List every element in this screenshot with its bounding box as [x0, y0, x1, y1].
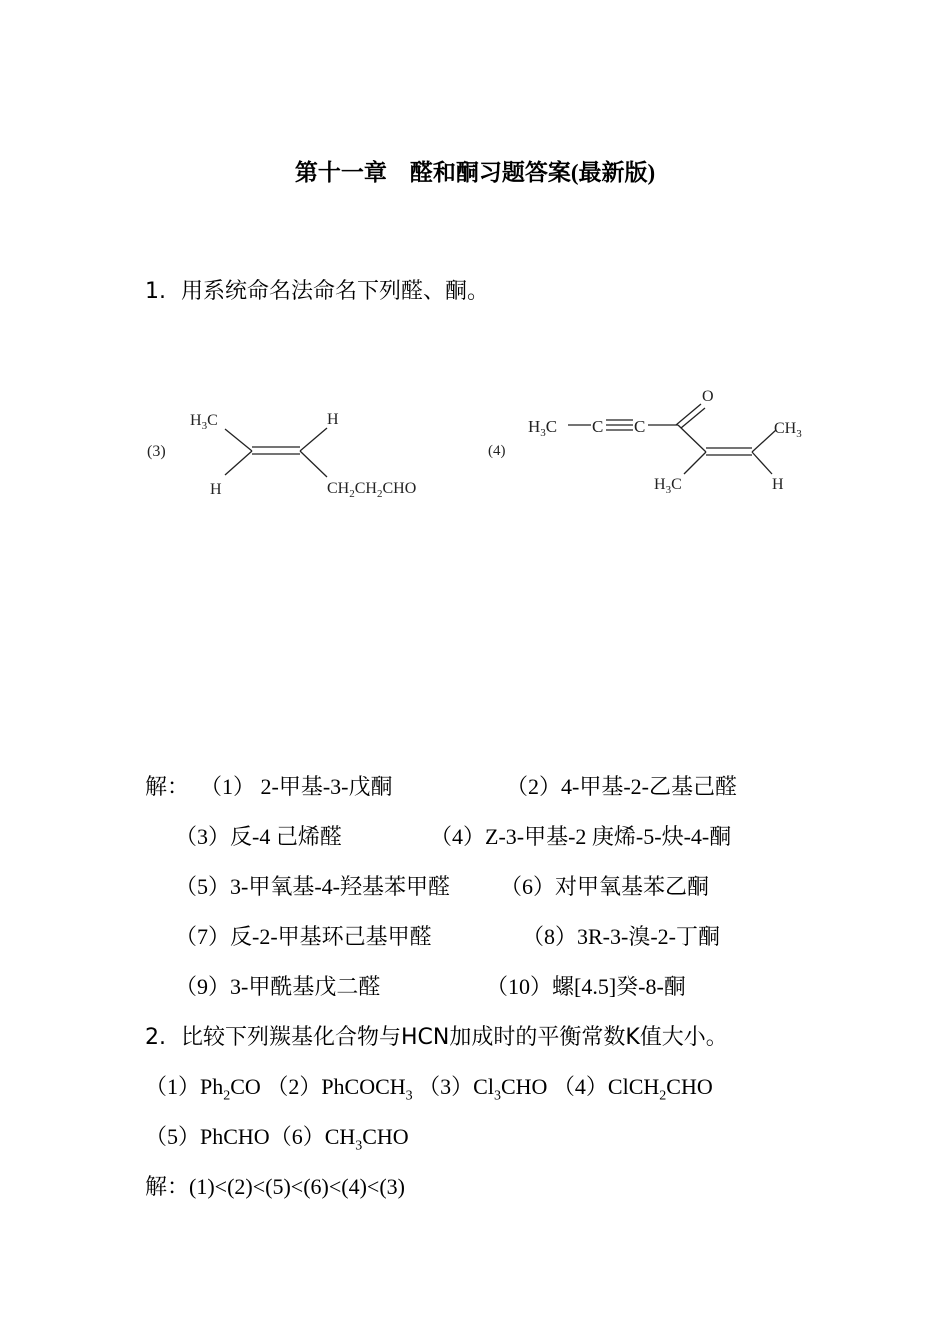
answer-1-item-6: （6）对甲氧基苯乙酮 — [500, 874, 710, 899]
s3-sub-1: 2 — [349, 488, 355, 500]
s4-h3c-sub: 3 — [540, 427, 546, 439]
answer-1-item-10: （10）螺[4.5]癸-8-酮 — [486, 974, 686, 999]
structure-4-label: (4) — [488, 443, 506, 459]
answer-1-item-4: （4）Z-3-甲基-2 庚烯-5-炔-4-酮 — [430, 824, 732, 849]
s3-ch-2: CH — [354, 480, 377, 497]
answer-1-item-5: （5）3-甲氧基-4-羟基苯甲醛 — [175, 874, 450, 899]
compound-3: $(3)Cl_3CHO$ — [418, 1074, 548, 1104]
s4-h3c-c: C — [545, 417, 558, 436]
answer-1-item-9: （9）3-甲酰基戊二醛 — [175, 974, 381, 999]
s3-top-right-h: H — [327, 411, 339, 428]
s3-ch-1: CH — [327, 480, 350, 497]
s3-bond-tr — [300, 428, 327, 451]
answer-1-item-7: （7）反-2-甲基环己基甲醛 — [175, 924, 432, 949]
s4-bond-to-alkene — [678, 425, 706, 452]
structure-3-label: (3) — [147, 443, 166, 460]
s3-bond-br — [300, 451, 327, 477]
s4-h3c-bottom-sub: 3 — [665, 484, 672, 496]
compound-2: （2）PhCOCH$_3$ — [266, 1074, 413, 1104]
s3-bottom-left-h: H — [210, 481, 222, 498]
s4-bond-bl — [684, 452, 706, 474]
answer-2-text: (1)<(2)<(5)<(6)<(4)<(3) — [189, 1174, 405, 1199]
compound-6: $(6)CH_3CHO$ — [269, 1124, 409, 1154]
svg-text:H3C — [528, 417, 557, 439]
svg-text:CH2CH2CHO — [327, 480, 416, 500]
s4-ch3-ch: CH — [774, 420, 797, 437]
s4-h3c-bottom-h: H — [654, 476, 666, 493]
s3-bond-tl — [225, 429, 252, 451]
answer-1-prefix: 解： — [145, 774, 190, 799]
structure-3 — [140, 400, 460, 510]
compound-list-row-2 — [145, 1120, 409, 1154]
answer-1-item-3: （3）反-4 己烯醛 — [175, 824, 342, 849]
svg-text:CH3 — [774, 420, 802, 440]
question-1 — [145, 274, 489, 305]
s4-bottom-right-h: H — [772, 476, 784, 493]
s4-ch3-sub: 3 — [796, 428, 802, 440]
compound-4: （4）ClCH$_2$CHO — [552, 1074, 713, 1104]
question-2 — [145, 1020, 728, 1051]
page-title: 第十一章 醛和酮习题答案(最新版) — [294, 160, 656, 185]
compound-1: $(1)Ph_2CO$ — [145, 1074, 261, 1104]
svg-text:H3C — [654, 476, 682, 496]
answer-2 — [145, 1170, 405, 1201]
s3-bond-bl — [225, 451, 252, 475]
compound-list-row-1 — [145, 1070, 713, 1104]
question-2-number: 2. — [145, 1025, 166, 1050]
s3-h3c-c: C — [207, 412, 218, 429]
s4-bond-tr — [752, 430, 776, 452]
answer-1-item-1: （1） 2-甲基-3-戊酮 — [200, 774, 393, 799]
s4-h3c-h: H — [528, 417, 541, 436]
answer-1-item-8: （8）3R-3-溴-2-丁酮 — [522, 924, 720, 949]
s3-h3c-h: H — [190, 412, 202, 429]
structure-4 — [480, 380, 810, 505]
question-1-text: 用系统命名法命名下列醛、酮。 — [181, 279, 490, 304]
compound-5: （5）PhCHO — [145, 1124, 270, 1149]
s4-h3c-bottom-c: C — [671, 476, 682, 493]
s4-c2: C — [634, 417, 646, 436]
svg-text:H3C — [190, 412, 218, 432]
answer-2-prefix: 解： — [145, 1174, 190, 1199]
s3-cho: CHO — [382, 480, 417, 497]
answer-1-item-2: （2）4-甲基-2-乙基己醛 — [506, 774, 737, 799]
question-1-number: 1. — [145, 279, 166, 304]
s4-c1: C — [592, 417, 604, 436]
s4-bond-br — [752, 452, 772, 474]
question-2-text: 比较下列羰基化合物与HCN加成时的平衡常数K值大小。 — [181, 1025, 728, 1050]
s3-h3c-sub: 3 — [201, 420, 208, 432]
s4-oxygen: O — [702, 388, 714, 405]
s3-sub-2: 2 — [376, 488, 383, 500]
